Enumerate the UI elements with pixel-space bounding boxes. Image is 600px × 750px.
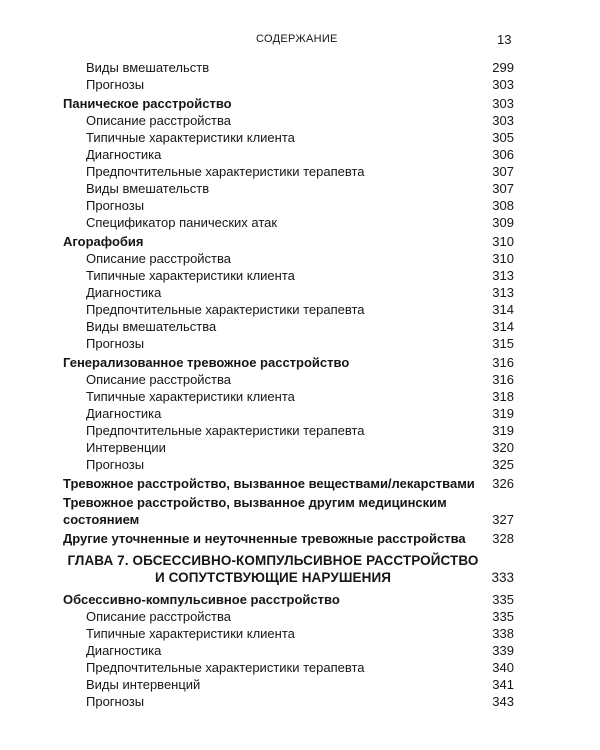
- toc-section-title: Агорафобия: [63, 234, 144, 249]
- toc-entry: [0, 197, 600, 214]
- toc-entry-title: Диагностика: [86, 406, 162, 421]
- toc-entry: [0, 388, 600, 405]
- toc-entry-page: 303: [492, 113, 514, 128]
- toc-section-title: Другие уточненные и неуточненные тревожные расстройства: [63, 531, 466, 546]
- toc-entry-page: 316: [492, 355, 514, 370]
- toc-entry-title: Описание расстройства: [86, 113, 232, 128]
- toc-entry-title: Предпочтительные характеристики терапевта: [86, 423, 365, 438]
- toc-entry: [0, 625, 600, 642]
- toc-entry-title: Описание расстройства: [86, 609, 232, 624]
- toc-entry-page: 318: [492, 389, 514, 404]
- toc-entry: [0, 112, 600, 129]
- toc-entry-page: 313: [492, 285, 514, 300]
- toc-entry-title: Прогнозы: [86, 694, 145, 709]
- toc-entry-page: 314: [492, 319, 514, 334]
- toc-entry-title: Виды вмешательств: [86, 181, 210, 196]
- toc-entry: [0, 676, 600, 693]
- toc-entry-page: 320: [492, 440, 514, 455]
- toc-entry-title: Виды интервенций: [86, 677, 201, 692]
- toc-section: [0, 233, 600, 250]
- toc-entry-page: 316: [492, 372, 514, 387]
- toc-entry: [0, 180, 600, 197]
- toc-section-title: Генерализованное тревожное расстройство: [63, 355, 350, 370]
- toc-entry: [0, 267, 600, 284]
- toc-entry-page: 333: [491, 570, 514, 585]
- toc-entry-page: 299: [492, 60, 514, 75]
- toc-section: [0, 591, 600, 608]
- toc-entry-page: 339: [492, 643, 514, 658]
- toc-entry-page: 335: [492, 592, 514, 607]
- toc-entry-page: 310: [492, 251, 514, 266]
- toc-section: [0, 494, 600, 528]
- toc-chapter: [0, 552, 600, 586]
- toc-entry: [0, 439, 600, 456]
- toc-entry-page: 326: [492, 476, 514, 491]
- toc-entry-title: Виды вмешательства: [86, 319, 217, 334]
- toc-entry-page: 315: [492, 336, 514, 351]
- toc-section: [0, 475, 600, 492]
- running-head-title: СОДЕРЖАНИЕ: [256, 33, 338, 45]
- toc-section: [0, 354, 600, 371]
- toc-entry: [0, 371, 600, 388]
- toc-section: [0, 95, 600, 112]
- toc-section-title: Паническое расстройство: [63, 96, 232, 111]
- toc-entry: [0, 163, 600, 180]
- toc-entry-page: 325: [492, 457, 514, 472]
- toc-entry-title: Прогнозы: [86, 77, 145, 92]
- table-of-contents: [0, 59, 600, 710]
- toc-chapter-title: ГЛАВА 7. ОБСЕССИВНО-КОМПУЛЬСИВНОЕ РАССТРОЙСТВО И СОПУТСТВУЮЩИЕ НАРУШЕНИЯ: [67, 553, 479, 585]
- toc-entry-page: 319: [492, 406, 514, 421]
- toc-entry-title: Диагностика: [86, 643, 162, 658]
- toc-entry: [0, 318, 600, 335]
- toc-entry-title: Типичные характеристики клиента: [86, 130, 295, 145]
- toc-entry-title: Предпочтительные характеристики терапевта: [86, 302, 365, 317]
- toc-entry: [0, 146, 600, 163]
- toc-entry: [0, 129, 600, 146]
- toc-entry-page: 308: [492, 198, 514, 213]
- toc-entry-title: Типичные характеристики клиента: [86, 268, 295, 283]
- toc-entry-title: Предпочтительные характеристики терапевта: [86, 164, 365, 179]
- toc-entry: [0, 284, 600, 301]
- toc-entry-page: 303: [492, 77, 514, 92]
- toc-entry-title: Описание расстройства: [86, 251, 232, 266]
- toc-entry-page: 313: [492, 268, 514, 283]
- toc-entry-title: Прогнозы: [86, 336, 145, 351]
- toc-entry-page: 343: [492, 694, 514, 709]
- toc-entry: [0, 642, 600, 659]
- toc-entry-title: Интервенции: [86, 440, 166, 455]
- toc-entry: [0, 214, 600, 231]
- toc-entry: [0, 250, 600, 267]
- toc-entry: [0, 59, 600, 76]
- toc-section-title: Тревожное расстройство, вызванное другим медицинским состоянием: [63, 495, 447, 527]
- toc-entry-title: Диагностика: [86, 147, 162, 162]
- toc-entry-page: 335: [492, 609, 514, 624]
- toc-entry: [0, 456, 600, 473]
- toc-entry-page: 310: [492, 234, 514, 249]
- toc-entry-page: 338: [492, 626, 514, 641]
- running-head: [0, 33, 600, 49]
- toc-entry: [0, 422, 600, 439]
- toc-section-title: Обсессивно-компульсивное расстройство: [63, 592, 340, 607]
- toc-entry-page: 306: [492, 147, 514, 162]
- toc-entry: [0, 301, 600, 318]
- toc-entry: [0, 335, 600, 352]
- toc-entry-title: Прогнозы: [86, 198, 145, 213]
- toc-entry-title: Виды вмешательств: [86, 60, 210, 75]
- toc-entry: [0, 405, 600, 422]
- page-number: 13: [497, 32, 512, 47]
- toc-entry-page: 319: [492, 423, 514, 438]
- toc-entry: [0, 659, 600, 676]
- toc-entry-page: 340: [492, 660, 514, 675]
- toc-entry-page: 305: [492, 130, 514, 145]
- toc-entry-title: Спецификатор панических атак: [86, 215, 278, 230]
- toc-entry: [0, 608, 600, 625]
- toc-entry-page: 341: [492, 677, 514, 692]
- toc-section-title: Тревожное расстройство, вызванное веществами/лекарствами: [63, 476, 475, 491]
- toc-entry-page: 309: [492, 215, 514, 230]
- toc-entry: [0, 76, 600, 93]
- toc-entry-page: 328: [492, 531, 514, 546]
- toc-entry-title: Типичные характеристики клиента: [86, 389, 295, 404]
- toc-entry: [0, 693, 600, 710]
- toc-entry-title: Типичные характеристики клиента: [86, 626, 295, 641]
- toc-entry-page: 327: [492, 512, 514, 527]
- toc-entry-title: Диагностика: [86, 285, 162, 300]
- toc-entry-page: 314: [492, 302, 514, 317]
- toc-entry-title: Прогнозы: [86, 457, 145, 472]
- toc-entry-title: Описание расстройства: [86, 372, 232, 387]
- toc-entry-page: 307: [492, 181, 514, 196]
- toc-entry-page: 307: [492, 164, 514, 179]
- toc-section: [0, 530, 600, 547]
- toc-entry-title: Предпочтительные характеристики терапевта: [86, 660, 365, 675]
- toc-entry-page: 303: [492, 96, 514, 111]
